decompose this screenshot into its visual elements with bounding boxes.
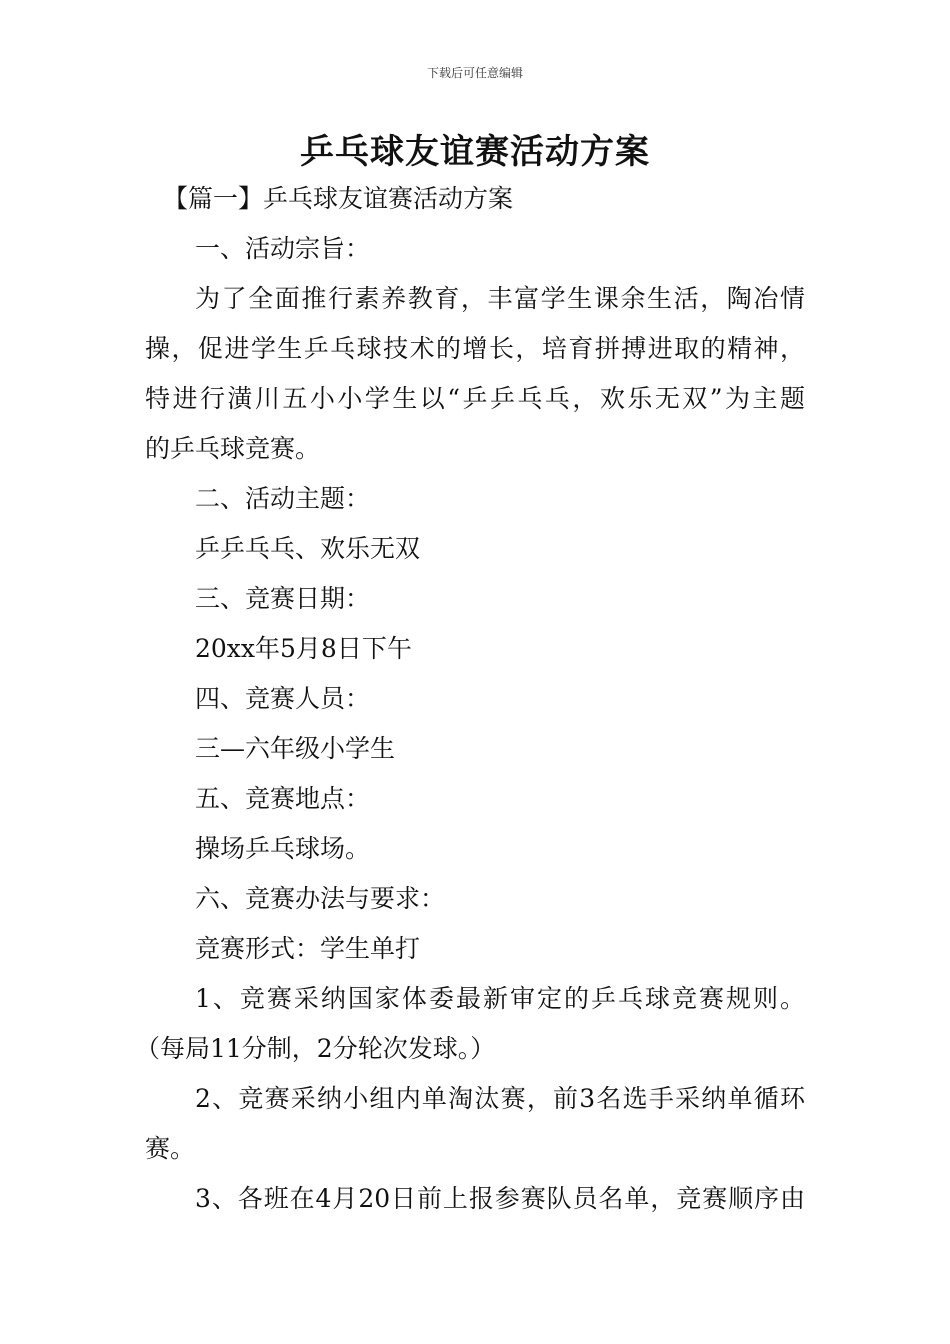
heading-theme: 二、活动主题：	[195, 484, 371, 513]
section-heading: 【篇一】乒乓球友谊赛活动方案	[163, 184, 514, 213]
paragraph-line: 特进行潢川五小小学生以“乒乒乓乓，欢乐无双”为主题	[145, 384, 805, 413]
heading-purpose: 一、活动宗旨：	[195, 234, 371, 263]
theme-text: 乒乒乓乓、欢乐无双	[195, 534, 421, 563]
location-text: 操场乒乓球场。	[195, 834, 371, 863]
document-title: 乒乓球友谊赛活动方案	[300, 132, 650, 172]
paragraph-line: 为了全面推行素养教育，丰富学生课余生活，陶冶情	[195, 284, 805, 313]
date-text: 20xx年5月8日下午	[195, 634, 412, 663]
format-text: 竞赛形式：学生单打	[195, 934, 421, 963]
heading-date: 三、竞赛日期：	[195, 584, 371, 613]
heading-location: 五、竞赛地点：	[195, 784, 371, 813]
heading-participants: 四、竞赛人员：	[195, 684, 371, 713]
paragraph-line: 的乒乓球竞赛。	[145, 434, 321, 463]
page-header: 下载后可任意编辑	[426, 66, 523, 80]
rule-2-line: 赛。	[145, 1134, 196, 1163]
rule-1-line: 1、竞赛采纳国家体委最新审定的乒乓球竞赛规则。	[195, 984, 805, 1013]
heading-rules: 六、竞赛办法与要求：	[195, 884, 446, 913]
paragraph-line: 操，促进学生乒乓球技术的增长，培育拼搏进取的精神，	[145, 334, 805, 363]
rule-3-line: 3、各班在4月20日前上报参赛队员名单，竞赛顺序由	[195, 1184, 805, 1213]
rule-1-line: （每局11分制，2分轮次发球。）	[135, 1034, 496, 1063]
participants-text: 三—六年级小学生	[195, 734, 396, 763]
rule-2-line: 2、竞赛采纳小组内单淘汰赛，前3名选手采纳单循环	[195, 1084, 805, 1113]
